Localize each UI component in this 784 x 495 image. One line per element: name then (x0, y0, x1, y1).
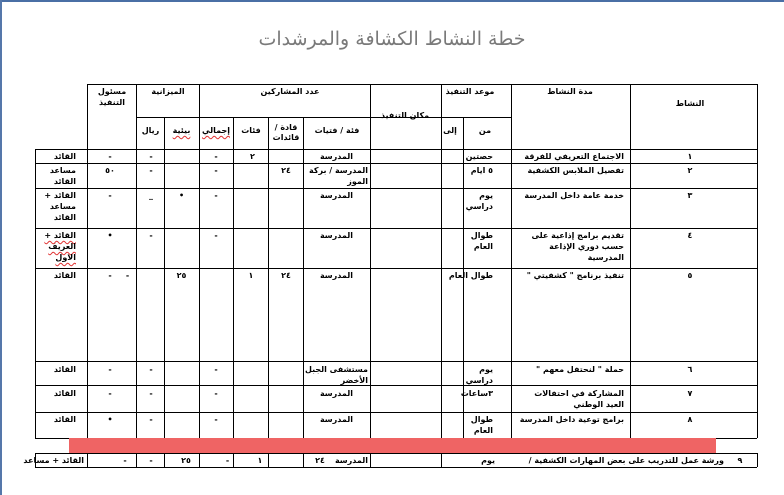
row-place: المدرسة (319, 271, 353, 280)
header-category: فئة / فتيات (314, 126, 360, 135)
row-total: - (214, 191, 218, 200)
row-budget: - (149, 152, 153, 161)
row-responsible: القائد + العريف الاول (44, 231, 76, 262)
row-leaders: ٢٤ (315, 456, 325, 465)
row-activity: ورشة عمل للتدريب على بعض المهارات الكشفية / (528, 456, 724, 465)
row-place: المدرسة (334, 456, 368, 465)
row-from: حصتين (465, 152, 493, 161)
row-total: - (214, 365, 218, 374)
row-leaders: ٢٤ (281, 166, 291, 175)
row-place: المدرسة (319, 231, 353, 240)
row-mark: - (108, 271, 112, 280)
row-mark: - (108, 389, 112, 398)
row-from: يوم دراسي (465, 191, 493, 211)
row-total: - (214, 415, 218, 424)
row-activity: تنفيذ برنامج " كشفيتي " (526, 271, 624, 280)
row-responsible: القائد (53, 389, 76, 398)
row-mark: - (108, 191, 112, 200)
row-mark: • (107, 415, 113, 424)
row-mark: • (107, 231, 113, 240)
row-number: ٨ (687, 415, 693, 424)
header-total: إجمالي (202, 126, 230, 135)
row-budget: _ (149, 191, 153, 200)
row-activity: تفصيل الملابس الكشفية (527, 166, 624, 175)
row-activity: برامج توعية داخل المدرسة (519, 415, 624, 424)
row-number: ٤ (687, 231, 693, 240)
row-budget: - (149, 415, 153, 424)
row-number: ٧ (687, 389, 693, 398)
row-budget: - (149, 456, 153, 465)
header-activity: النشاط (675, 99, 705, 108)
row-place: مستشفى الجبل الأخضر (304, 365, 368, 385)
row-activity: خدمة عامة داخل المدرسة (524, 191, 624, 200)
row-number: ٩ (737, 456, 743, 465)
row-total: - (214, 231, 218, 240)
row-place: المدرسة / بركة الموز (308, 166, 368, 186)
row-total: - (214, 166, 218, 175)
row-number: ٣ (687, 191, 693, 200)
row-number: ١ (687, 152, 693, 161)
row-budget: - (125, 271, 130, 280)
header-environment: بيئية (172, 126, 191, 135)
row-activity: المشاركة في احتفالات العيد الوطني (534, 389, 624, 409)
page-edge-left (0, 0, 2, 495)
row-from: طوال العام (470, 231, 493, 251)
page-edge-top (0, 0, 784, 2)
row-place: المدرسة (319, 389, 353, 398)
row-number: ٢ (687, 166, 693, 175)
row-budget: - (149, 389, 153, 398)
row-responsible: القائد (53, 152, 76, 161)
row-from: ٣ساعات (460, 389, 493, 398)
row-mark: - (108, 365, 112, 374)
row-responsible: مساعد القائد (49, 166, 76, 186)
highlight-bar (69, 438, 716, 453)
row-environment: ٢٥ (181, 456, 191, 465)
row-place: المدرسة (319, 191, 353, 200)
row-place: المدرسة (319, 415, 353, 424)
row-from: ٥ ايام (470, 166, 493, 175)
row-from: يوم (481, 456, 495, 465)
row-responsible: القائد + مساعد القائد (44, 191, 76, 222)
row-budget: - (149, 166, 153, 175)
header-budget: الميزانية (151, 87, 185, 96)
row-place: المدرسة (319, 152, 353, 161)
row-total: - (214, 389, 218, 398)
header-duration: مدة النشاط (547, 87, 593, 96)
row-mark: - (108, 152, 112, 161)
row-activity: الاجتماع التعريفي للفرقة (524, 152, 624, 161)
row-scouts: ١ (248, 271, 254, 280)
row-responsible: القائد (53, 271, 76, 280)
header-responsible: مسئول التنفيذ (97, 87, 127, 107)
row-environment: • (178, 191, 185, 200)
row-responsible: القائد + مساعد (23, 456, 84, 465)
header-from: من (478, 126, 492, 135)
header-schedule: موعد التنفيذ (445, 87, 495, 96)
row-environment: ٢٥ (176, 271, 187, 280)
row-activity: حملة " لنحتفل معهم " (536, 365, 624, 374)
row-responsible: القائد (53, 365, 76, 374)
row-number: ٦ (687, 365, 693, 374)
row-total: - (214, 152, 218, 161)
row-mark: ٥٠ (105, 166, 115, 175)
row-budget: - (149, 231, 153, 240)
row-from: طوال العام (448, 271, 493, 280)
row-budget: - (149, 365, 153, 374)
row-scouts: ١ (257, 456, 263, 465)
row-total: - (225, 456, 230, 465)
page-title: خطة النشاط الكشافة والمرشدات (258, 28, 526, 50)
header-place: مكان التنفيذ (380, 111, 430, 120)
row-leaders: ٢ (250, 152, 255, 161)
row-mark: - (123, 456, 127, 465)
row-from: طوال العام (470, 415, 493, 435)
header-participants: عدد المشاركين (260, 87, 320, 96)
row-responsible: القائد (53, 415, 76, 424)
header-scouts: فئات (241, 126, 261, 135)
row-leaders: ٢٤ (281, 271, 291, 280)
row-from: يوم دراسي (465, 365, 493, 385)
row-activity: تقديم برامج إذاعية على حسب دوري الإذاعة المدرسية (531, 231, 624, 262)
header-to: إلى (443, 126, 457, 135)
row-number: ٥ (687, 271, 693, 280)
header-leaders: قادة / قائدات (272, 123, 300, 142)
header-riyal: ريال (141, 126, 160, 135)
